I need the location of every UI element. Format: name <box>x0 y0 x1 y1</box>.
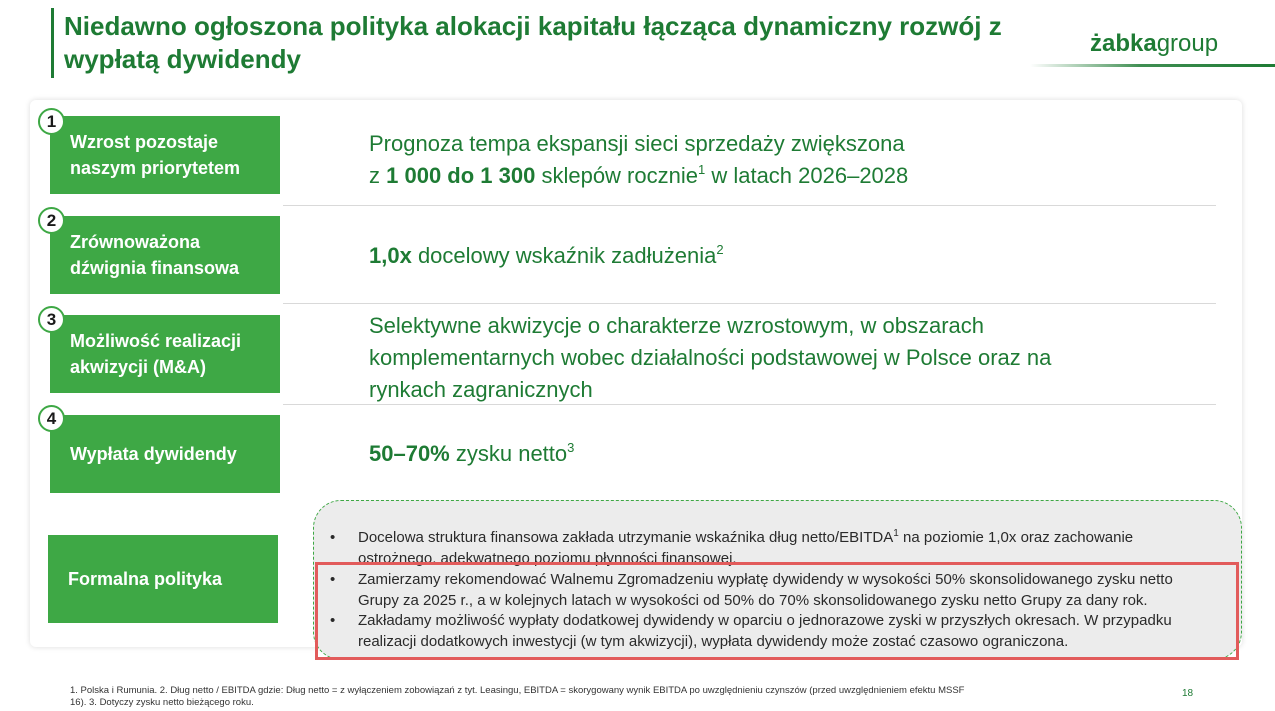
dividend-range-value: 50–70% <box>369 441 450 466</box>
store-range-value: 1 000 do 1 300 <box>386 163 536 188</box>
pillar-text-line1: Selektywne akwizycje o charakterze wzrostowym, w obszarach <box>369 313 985 338</box>
pillar-box-dividend <box>50 415 280 493</box>
bullet-dot: • <box>330 529 336 546</box>
formal-policy-label: Formalna polityka <box>68 569 223 589</box>
page-title: Niedawno ogłoszona polityka alokacji kapitału łącząca dynamiczny rozwój z wypłatą dywidendy <box>64 11 1002 74</box>
footnote-line2: 16). 3. Dotyczy zysku netto bieżącego roku. <box>70 697 254 708</box>
formal-policy-box <box>48 535 278 623</box>
zabka-group-logo <box>1090 30 1218 58</box>
title-accent-bar <box>51 8 54 78</box>
footnote-line1: 1. Polska i Rumunia. 2. Dług netto / EBITDA gdzie: Dług netto = z wyłączeniem zobowiązań z tyt. Leasingu, EBITDA = skorygowany wynik EBITDA po uwzględnieniu czynszów (przed uwzględnieniem efektu MSSF <box>70 685 965 696</box>
pillar-text-ma <box>369 310 1189 406</box>
row-divider <box>283 404 1216 405</box>
pillar-text-growth <box>369 128 1189 192</box>
text-suffix: w latach 2026–2028 <box>705 163 909 188</box>
logo-underline <box>1030 64 1275 67</box>
bullet-text: Zamierzamy rekomendować Walnemu Zgromadzeniu wypłatę dywidendy w wysokości 50% skonsolidowanego zysku netto <box>358 571 1173 588</box>
pillar-label-line2: akwizycji (M&A) <box>70 357 207 377</box>
logo-brand: żabka <box>1090 30 1157 57</box>
pillar-number-2: 2 <box>38 207 65 234</box>
page-number: 18 <box>1182 688 1194 699</box>
text-mid: zysku netto <box>449 441 568 466</box>
pillar-label-line1: Możliwość realizacji <box>70 331 242 351</box>
bullet-text: ostrożnego, adekwatnego poziomu płynności finansowej. <box>358 550 737 567</box>
pillar-box-ma <box>50 315 280 393</box>
text-prefix: z <box>369 163 387 188</box>
pillar-text-dividend <box>369 438 1189 470</box>
text-mid: sklepów rocznie <box>535 163 698 188</box>
text-mid: docelowy wskaźnik zadłużenia <box>411 243 717 268</box>
footnote-ref-3: 3 <box>567 440 575 455</box>
pillar-label-line1: Wzrost pozostaje <box>70 132 219 152</box>
footnotes <box>70 685 1100 709</box>
bullet-text: Docelowa struktura finansowa zakłada utrzymanie wskaźnika dług netto/EBITDA <box>358 529 894 546</box>
pillar-label-line2: dźwignia finansowa <box>70 258 240 278</box>
pillar-label-line1: Wypłata dywidendy <box>70 444 237 464</box>
bullet-text: na poziomie 1,0x oraz zachowanie <box>898 529 1134 546</box>
leverage-value: 1,0x <box>369 243 412 268</box>
pillar-number-3: 3 <box>38 306 65 333</box>
highlight-frame <box>315 562 1239 660</box>
bullet-text: Grupy za 2025 r., a w kolejnych latach w wysokości od 50% do 70% skonsolidowanego zysku netto Grupy za dany rok. <box>358 592 1148 609</box>
pillar-text-line2: komplementarnych wobec działalności podstawowej w Polsce oraz na <box>369 345 1052 370</box>
bullet-text: realizacji dodatkowych inwestycji (w tym akwizycji), wypłata dywidendy może zostać czasowo ograniczona. <box>358 633 1069 650</box>
pillar-number-4: 4 <box>38 405 65 432</box>
bullet-dot: • <box>330 612 336 629</box>
pillar-text-leverage <box>369 240 1189 272</box>
pillar-text-line1: Prognoza tempa ekspansji sieci sprzedaży zwiększona <box>369 131 905 156</box>
footnote-ref-1: 1 <box>697 162 706 177</box>
pillar-number-1: 1 <box>38 108 65 135</box>
bullet-text: Zakładamy możliwość wypłaty dodatkowej dywidendy w oparciu o jednorazowe zyski w przyszłych okresach. W przypadku <box>358 612 1172 629</box>
bullet-dot: • <box>330 571 336 588</box>
pillar-box-growth <box>50 116 280 194</box>
footnote-ref-2: 2 <box>716 242 724 257</box>
row-divider <box>283 205 1216 206</box>
pillar-label-line1: Zrównoważona <box>70 232 200 252</box>
pillar-box-leverage <box>50 216 280 294</box>
pillar-text-line3: rynkach zagranicznych <box>369 377 593 402</box>
row-divider <box>283 303 1216 304</box>
logo-suffix: group <box>1156 30 1219 57</box>
footnote-ref-1: 1 <box>893 528 899 539</box>
pillar-label-line2: naszym priorytetem <box>70 158 241 178</box>
